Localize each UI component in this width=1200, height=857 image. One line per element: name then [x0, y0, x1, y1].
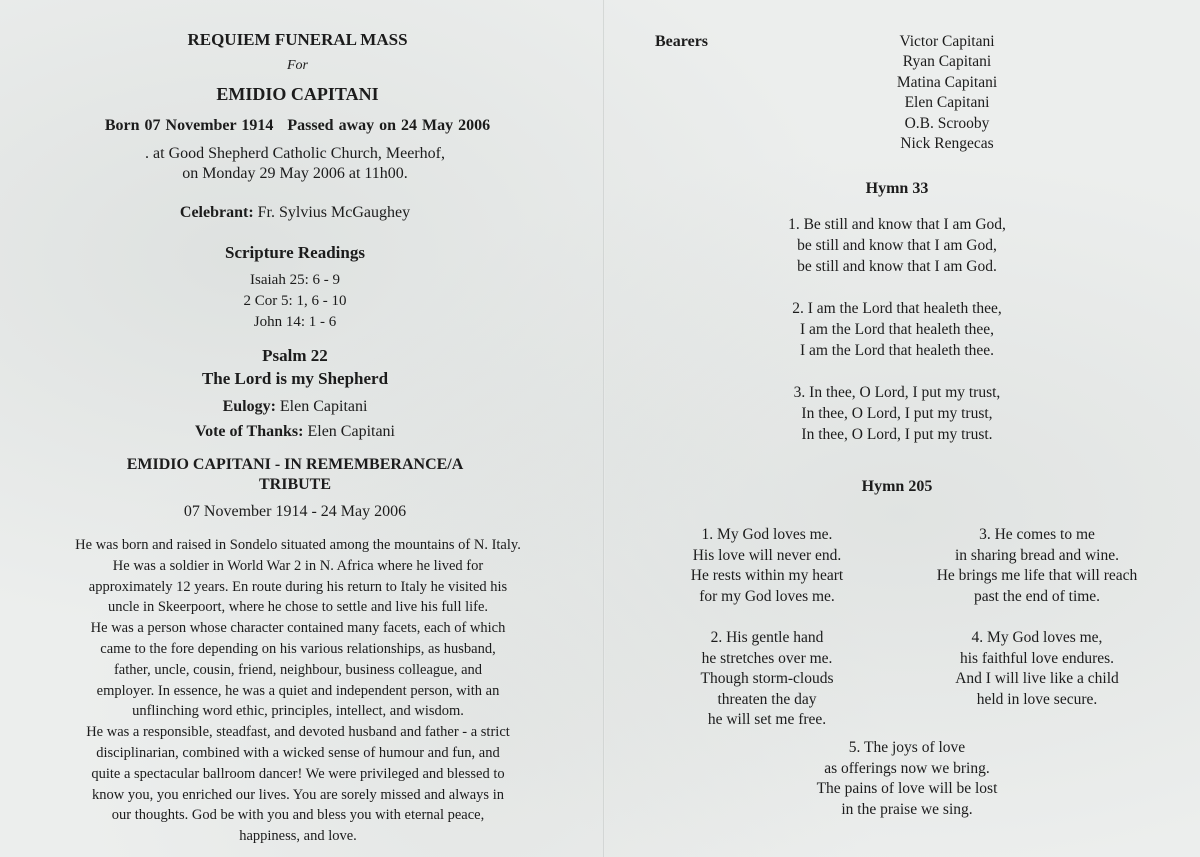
verse-line: threaten the day [717, 690, 817, 708]
hymn-33-verse [607, 383, 1187, 445]
vote-label: Vote of Thanks: [194, 423, 304, 440]
verse-line: He brings me life that will reach [936, 567, 1138, 585]
venue-line-2: on Monday 29 May 2006 at 11h00. [182, 165, 408, 182]
verse-line: 2. His gentle hand [710, 629, 824, 646]
verse-line: in the praise we sing. [841, 800, 973, 818]
passed-date: Passed away on 24 May 2006 [287, 117, 491, 134]
psalm-subtitle: The Lord is my Shepherd [201, 369, 389, 388]
verse-line: in sharing bread and wine. [955, 546, 1119, 564]
bearer-name: O.B. Scrooby [904, 114, 990, 132]
tribute-title-line-2: TRIBUTE [258, 476, 332, 493]
tribute-line: He was a responsible, steadfast, and devoted husband and father - a strict [86, 724, 510, 741]
verse-line: Though storm-clouds [700, 670, 834, 688]
verse-line: And I will live like a child [955, 670, 1119, 688]
celebrant [0, 204, 590, 222]
verse-line: his faithful love endures. [959, 649, 1115, 667]
tribute-line: uncle in Skeerpoort, where he chose to settle and live his full life. [107, 599, 489, 616]
tribute-line: approximately 12 years. En route during his return to Italy he visited his [88, 578, 508, 595]
scripture-reading: John 14: 1 - 6 [253, 314, 337, 330]
vote-name: Elen Capitani [307, 423, 395, 440]
tribute-line: He was a person whose character contained many facets, each of which [90, 620, 506, 637]
verse-line: 3. He comes to me [979, 526, 1095, 543]
hymn-205-verse [907, 525, 1167, 607]
venue-line-1: . at Good Shepherd Catholic Church, Meerhof, [145, 145, 445, 162]
verse-line: I am the Lord that healeth thee, [799, 320, 995, 338]
vote-of-thanks [0, 423, 590, 441]
verse-line: be still and know that I am God. [797, 257, 997, 275]
tribute-dates: 07 November 1914 - 24 May 2006 [183, 503, 407, 520]
bearer-name: Victor Capitani [899, 33, 995, 50]
page-fold [603, 0, 605, 857]
psalm-title: Psalm 22 [262, 346, 328, 365]
tribute-line: know you, you enriched our lives. You are sorely missed and always in [92, 786, 504, 803]
eulogy-name: Elen Capitani [279, 398, 368, 415]
verse-line: 3. In thee, O Lord, I put my trust, [793, 384, 1001, 401]
deceased-name: EMIDIO CAPITANI [216, 84, 379, 104]
tribute-line: our thoughts. God be with you and bless you with eternal peace, [111, 807, 485, 824]
verse-line: held in love secure. [976, 690, 1098, 708]
for-label: For [287, 58, 308, 73]
tribute-line: happiness, and love. [239, 828, 357, 845]
tribute-line: He was born and raised in Sondelo situated among the mountains of N. Italy. [75, 537, 521, 553]
eulogy [0, 398, 590, 416]
tribute-line: quite a spectacular ballroom dancer! We were privileged and blessed to [91, 765, 505, 782]
hymn-205-verse [637, 628, 897, 731]
hymn-205-verse [907, 628, 1167, 710]
mass-title: REQUIEM FUNERAL MASS [187, 30, 408, 49]
verse-line: as offerings now we bring. [824, 759, 990, 777]
tribute-text [0, 535, 596, 847]
scripture-reading: Isaiah 25: 6 - 9 [250, 272, 340, 288]
celebrant-label: Celebrant: [179, 204, 254, 221]
life-dates [0, 117, 595, 135]
tribute-line: employer. In essence, he was a quiet and independent person, with an [96, 682, 500, 699]
hymn-33-verse [607, 215, 1187, 277]
hymn-205-verse [757, 738, 1057, 820]
verse-line: be still and know that I am God, [797, 236, 997, 254]
right-page [607, 0, 1200, 857]
verse-line: past the end of time. [973, 587, 1101, 605]
bearers-list [797, 32, 1097, 154]
verse-line: he will set me free. [707, 711, 827, 729]
verse-line: 5. The joys of love [848, 739, 966, 756]
tribute-line: father, uncle, cousin, friend, neighbour, business colleague, and [113, 661, 483, 678]
hymn-33-title: Hymn 33 [865, 180, 929, 197]
verse-line: 4. My God loves me, [971, 629, 1103, 646]
hymn-205-title: Hymn 205 [861, 478, 933, 495]
verse-line: he stretches over me. [701, 649, 833, 667]
verse-line: His love will never end. [692, 546, 842, 564]
celebrant-name: Fr. Sylvius McGaughey [257, 204, 411, 221]
verse-line: for my God loves me. [699, 587, 835, 605]
bearer-name: Nick Rengecas [900, 135, 994, 153]
verse-line: 2. I am the Lord that healeth thee, [792, 300, 1002, 317]
verse-line: In thee, O Lord, I put my trust. [801, 425, 993, 443]
bearer-name: Elen Capitani [904, 94, 990, 112]
bearer-name: Matina Capitani [896, 73, 998, 91]
tribute-line: came to the fore depending on his various relationships, as husband, [100, 640, 496, 657]
hymn-33-verse [607, 299, 1187, 361]
tribute-line: He was a soldier in World War 2 in N. Africa where he lived for [112, 557, 484, 574]
hymn-205-verse [637, 525, 897, 607]
verse-line: In thee, O Lord, I put my trust, [801, 404, 993, 422]
verse-line: I am the Lord that healeth thee. [799, 341, 995, 359]
eulogy-label: Eulogy: [222, 398, 276, 415]
verse-line: He rests within my heart [690, 567, 844, 585]
verse-line: The pains of love will be lost [816, 780, 998, 798]
scripture-title: Scripture Readings [225, 243, 365, 262]
verse-line: 1. Be still and know that I am God, [788, 216, 1006, 233]
scripture-reading: 2 Cor 5: 1, 6 - 10 [243, 293, 347, 309]
tribute-line: disciplinarian, combined with a wicked sense of humour and fun, and [96, 744, 500, 761]
tribute-line: unflinching word ethic, principles, intellect, and wisdom. [132, 703, 464, 720]
tribute-title-line-1: EMIDIO CAPITANI - IN REMEMBERANCE/A [126, 456, 464, 473]
verse-line: 1. My God loves me. [701, 526, 833, 543]
bearers-label: Bearers [655, 33, 709, 50]
born-date: Born 07 November 1914 [104, 117, 274, 134]
bearer-name: Ryan Capitani [902, 53, 992, 71]
